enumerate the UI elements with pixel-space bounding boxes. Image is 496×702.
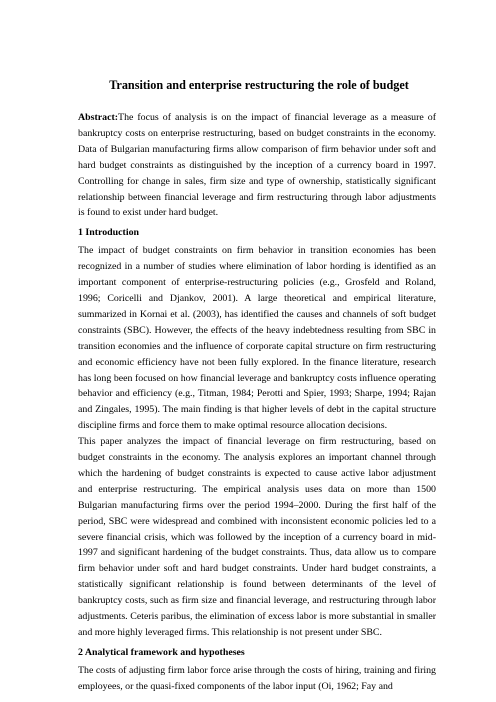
- intro-paragraph-2: This paper analyzes the impact of financial leverage on firm restructuring, based on budget constraints in the economy. The analysis explores an important channel through which the hardening of budget constraints is expected to cause active labor adjustment and enterprise restructuring. The empirical analysis uses data on more than 1500 Bulgarian manufacturing firms over the period 1994–2000. During the first half of the period, SBC were widespread and combined with inconsistent economic policies led to a severe financial crisis, which was followed by the inception of a currency board in mid-1997 and significant hardening of the budget constraints. Thus, data allow us to compare firm behavior under soft and hard budget constraints. Under hard budget constraints, a statistically significant relationship is found between determinants of the level of bankruptcy costs, such as firm size and financial leverage, and restructuring through labor adjustments. Ceteris paribus, the elimination of excess labor is more substantial in smaller and more highly leveraged firms. This relationship is not present under SBC.: [78, 436, 436, 638]
- paper-title: Transition and enterprise restructuring the role of budget: [109, 78, 409, 92]
- section-heading-introduction: 1 Introduction: [78, 227, 140, 239]
- abstract-text: The focus of analysis is on the impact of financial leverage as a measure of bankruptcy costs on enterprise restructuring, based on budget constraints in the economy. Data of Bulgarian manufacturing firms allow comparison of firm behavior under soft and hard budget constraints as distinguished by the inception of a currency board in 1997. Controlling for change in sales, firm size and type of ownership, statistically significant relationship between financial leverage and firm restructuring through labor adjustments is found to exist under hard budget.: [78, 112, 436, 219]
- abstract-label: Abstract:: [78, 112, 119, 123]
- framework-paragraph-1: The costs of adjusting firm labor force arise through the costs of hiring, training and firing employees, or the quasi-fixed components of the labor input (Oi, 1962; Fay and: [78, 664, 436, 692]
- abstract: [78, 110, 436, 221]
- intro-paragraph-1: The impact of budget constraints on firm behavior in transition economies has been recognized in a number of studies where elimination of labor hording is identified as an important component of enterprise-restructuring policies (e.g., Grosfeld and Roland, 1996; Coricelli and Djankov, 2001). A large theoretical and empirical literature, summarized in Kornai et al. (2003), has identified the causes and channels of soft budget constraints (SBC). However, the effects of the heavy indebtedness resulting from SBC in transition economies and the influence of corporate capital structure on firm restructuring and economic efficiency have not been fully explored. In the finance literature, research has long been focused on how financial leverage and bankruptcy costs influence operating behavior and efficiency (e.g., Titman, 1984; Perotti and Spier, 1993; Sharpe, 1994; Rajan and Zingales, 1995). The main finding is that higher levels of debt in the capital structure discipline firms and force them to make optimal resource allocation decisions.: [78, 245, 436, 432]
- section-heading-framework: 2 Analytical framework and hypotheses: [78, 646, 245, 658]
